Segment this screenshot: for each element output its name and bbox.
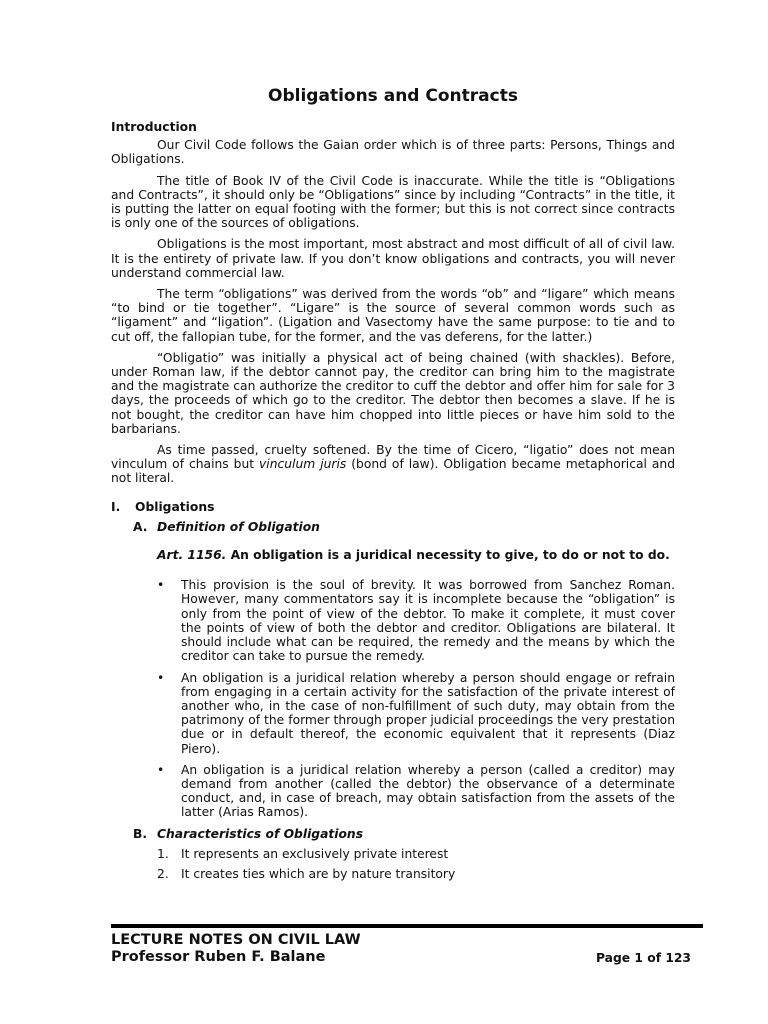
introduction-heading: Introduction xyxy=(111,120,197,134)
subsection-a-letter: A. xyxy=(133,519,148,534)
footer-title: LECTURE NOTES ON CIVIL LAW xyxy=(111,932,361,948)
bullet-text-3: An obligation is a juridical relation whereby a person (called a creditor) may demand from another (called the debtor) the observance of a determinate conduct, and, in case of breach, may obtain satisfaction from the assets of the latter (Arias Ramos). xyxy=(181,762,675,820)
intro-paragraph-2: The title of Book IV of the Civil Code is inaccurate. While the title is “Obligations and Contracts”, it should only be “Obligations” since by including “Contracts” in the title, it is putting the latter on equal footing with the former; but this is not correct since contracts is only one of the sources of obligations. xyxy=(111,173,675,231)
footer-author: Professor Ruben F. Balane xyxy=(111,949,326,965)
subsection-a-heading xyxy=(133,520,675,534)
section-1-title: Obligations xyxy=(135,499,215,514)
document-body xyxy=(111,120,675,887)
intro-paragraph-6 xyxy=(111,443,675,486)
section-1-heading xyxy=(111,500,675,514)
footer-rule xyxy=(111,924,703,928)
subsection-b-letter: B. xyxy=(133,826,148,841)
list-item xyxy=(111,867,675,881)
bullet-text-2: An obligation is a juridical relation whereby a person should engage or refrain from engaging in a certain activity for the satisfaction of the private interest of another who, in the case of non-fulfillment of such duty, may obtain from the patrimony of the former through proper judicial proceedings the very prestation due or in default thereof, the economic equivalent that it represents (Diaz Piero). xyxy=(181,670,675,756)
item-number: 2. xyxy=(157,866,169,881)
intro-p6-before: As time passed, cruelty softened. By the time of Cicero, “ligatio” does not mean vinculum of chains but xyxy=(111,443,675,472)
item-text: It creates ties which are by nature transitory xyxy=(181,866,456,881)
article-ref: Art. 1156. xyxy=(157,548,227,563)
intro-paragraph-5: “Obligatio” was initially a physical act of being chained (with shackles). Before, under Roman law, if the debtor cannot pay, the creditor can bring him to the magistrate and the magistrate can authorize the creditor to cuff the debtor and offer him for sale for 3 days, the proceeds of which go to the creditor. The debtor then becomes a slave. If he is not bought, the creditor can have him chopped into little pieces or have him sold to the barbarians. xyxy=(111,350,675,436)
bullet-icon: • xyxy=(157,578,165,593)
intro-p6-after: (bond of law). Obligation became metaphorical and not literal. xyxy=(111,457,675,486)
subsection-b-heading xyxy=(133,827,675,841)
list-item xyxy=(111,671,675,756)
article-1156 xyxy=(111,548,675,562)
list-item xyxy=(111,578,675,663)
characteristics-list xyxy=(111,847,675,881)
intro-p6-italic: vinculum juris xyxy=(259,457,347,472)
intro-paragraph-3: Obligations is the most important, most abstract and most difficult of all of civil law. It is the entirety of private law. If you don’t know obligations and contracts, you will never understand commercial law. xyxy=(111,237,675,280)
intro-paragraph-1: Our Civil Code follows the Gaian order which is of three parts: Persons, Things and Obligations. xyxy=(111,138,675,167)
section-1-number: I. xyxy=(111,499,121,514)
document-title: Obligations and Contracts xyxy=(268,86,518,106)
subsection-b-title: Characteristics of Obligations xyxy=(157,826,364,841)
bullet-icon: • xyxy=(157,670,165,685)
bullet-text-1: This provision is the soul of brevity. It was borrowed from Sanchez Roman. However, many commentators say it is incomplete because the “obligation” is only from the point of view of the debtor. To make it complete, it must cover the points of view of both the debtor and creditor. Obligations are bilateral. It should include what can be required, the remedy and the means by which the creditor can take to pursue the remedy. xyxy=(181,578,675,664)
list-item xyxy=(111,847,675,861)
intro-paragraph-4: The term “obligations” was derived from the words “ob” and “ligare” which means “to bind or tie together”. “Ligare” is the source of several common words such as “ligament” and “ligation”. (Ligation and Vasectomy have the same purpose: to tie and to cut off, the fallopian tube, for the former, and the vas deferens, for the latter.) xyxy=(111,287,675,344)
definition-bullets xyxy=(111,578,675,819)
subsection-a-title: Definition of Obligation xyxy=(157,519,320,534)
bullet-icon: • xyxy=(157,762,165,777)
article-text: An obligation is a juridical necessity to give, to do or not to do. xyxy=(226,548,670,563)
item-number: 1. xyxy=(157,846,169,861)
page-number: Page 1 of 123 xyxy=(596,951,691,965)
list-item xyxy=(111,763,675,820)
item-text: It represents an exclusively private interest xyxy=(181,846,449,861)
